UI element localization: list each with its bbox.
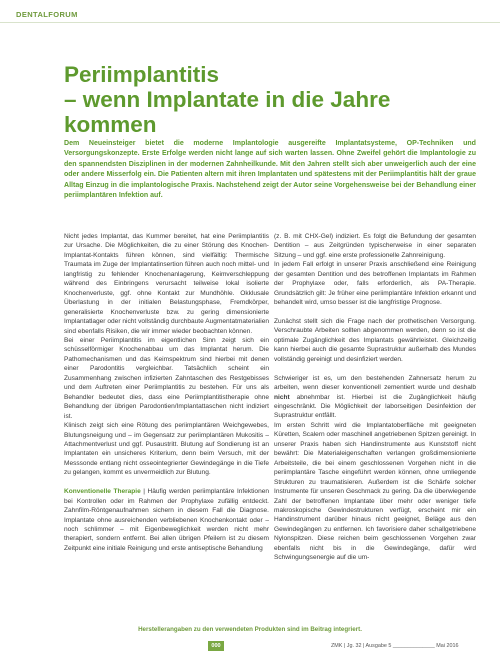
title-line-2: – wenn Implantate in die Jahre kommen [64,87,391,137]
header-rule [0,22,500,23]
right-paragraph: Im ersten Schritt wird die Implantatoberfläche mit geeigneten Küretten, Scalern oder maschinell angetriebenen Spitzen gereinigt. In unserer Praxis haben sich Handinstrumente aus Kunststoff nicht bewährt: Die Materialeigenschaften verlangen großdimensionierte Arbeitsteile, die bei einem geschlossenen Vorgehen nicht in die periimplantäre Tasche eingeführt werden können, ohne umliegende Strukturen zu traumatisieren. Außerdem ist die Schärfe solcher Instrumente für unseren Geschmack zu gering. Da die überwiegende Zahl der betroffenen Implantate über mehr oder weniger tiefe makroskopische Gewindestrukturen verfügt, erscheint mir ein Handinstrument darüber hinaus nicht geeignet, Beläge aus den Gewindegängen zu entfernen. Ich favorisiere daher schallgetriebene Nylonspitzen. Diese reichen beim geschlossenen Vorgehen zwar ebenfalls nicht bis in die Gewindegänge, dafür wird Schwingungsenergie auf die um- [274,421,476,562]
left-column [64,232,269,553]
article-title [64,62,464,137]
right-paragraph: Zunächst stellt sich die Frage nach der prothetischen Versorgung. Verschraubte Arbeiten sollten abgenommen werden, denn so ist die optimale Zugänglichkeit des Implantats gewährleistet. Gleichzeitig kann hierbei auch die gesamte Suprastruktur außerhalb des Mundes vollständig gereinigt und desinfiziert werden. [274,318,476,363]
left-paragraph-therapy [64,487,269,553]
section-label: DENTALFORUM [16,10,78,19]
right-paragraph [274,374,476,421]
right-paragraph: In jedem Fall erfolgt in unserer Praxis anschließend eine Reinigung der gesamten Dentition und des betroffenen Implantats im Rahmen der Prophylaxe oder, falls erforderlich, als PA-Therapie. Grundsätzlich gilt: Je früher eine periimplantäre Infektion erkannt und behandelt wird, umso besser ist die langfristige Prognose. [274,261,476,307]
right-text: abnehmbar ist. Hierbei ist die Zugänglichkeit häufig eingeschränkt. Die Möglichkeit der laborseitigen Desinfektion der Suprastruktur entfällt. [274,393,476,420]
article-lead: Dem Neueinsteiger bietet die moderne Implantologie ausgereifte Implantatsysteme, OP-Techniken und Versorgungskonzepte. Erste Erfolge werden nicht lange auf sich warten lassen. Ohne Zweifel gehört die Implantologie zu den spannendsten Disziplinen in der modernen Zahnheilkunde. Mit den Jahren stellt sich aber unweigerlich auch der eine oder andere Misserfolg ein. Die Patienten altern mit ihren Implantaten und spätestens mit der Periimplantitis hält der graue Alltag Einzug in die implantologische Praxis. Nachstehend zeigt der Autor seine Vorgehensweise bei der Behandlung einer periimplantären Infektion auf. [64,140,476,200]
section-keyword: Konventionelle Therapie [64,488,141,496]
right-paragraph: (z. B. mit CHX-Gel) indiziert. Es folgt die Befundung der gesamten Dentition – aus Zeitgründen typischerweise in einer separaten Sitzung – und ggf. eine erste professionelle Zahnreinigung. [274,233,476,259]
page-number-badge: 000 [208,641,224,651]
left-paragraph: Klinisch zeigt sich eine Rötung des periimplantären Weichgewebes, Blutungsneigung und – im Gegensatz zur periimplantären Mukositis – Attachmentverlust und ggf. Pusaustritt. Blutung auf Sondierung ist an Implantaten ein unsicheres Kriterium, denn beim Versuch, mit der Messsonde entlang nicht osseointegrierter Gewindegänge in die Tiefe zu gelangen, kommt es unvermeidlich zur Blutung. [64,422,269,477]
journal-meta: ZMK | Jg. 32 | Ausgabe 5 ______________ Mai 2016 [331,643,459,649]
footer-note: Herstellerangaben zu den verwendeten Produkten sind im Beitrag integriert. [138,626,362,633]
section-text: | Häufig werden periimplantäre Infektionen bei Kontrollen oder im Rahmen der Prophylaxe zufällig entdeckt. Zahnfilm-Röntgenaufnahmen sichern in diesem Fall die Diagnose. Implantate ohne ausreichenden verbliebenen Knochenkontakt oder – noch schlimmer – mit Eigenbeweglichkeit werden nicht mehr therapiert, sondern entfernt. Bei allen übrigen Pfeilern ist zu diesem Zeitpunkt eine initiale Reinigung und erste antiseptische Behandlung [64,488,269,552]
emphasis-text: nicht [274,393,290,401]
title-line-1: Periimplantitis [64,62,220,87]
left-paragraph: Bei einer Periimplantitis im eigentlichen Sinn zeigt sich ein schüsselförmiger Knochenabbau um das Implantat herum. Die Pathomechanismen und das Keimspektrum sind hierbei mit denen einer Parodontitis vergleichbar. Tatsächlich scheint ein Zusammenhang zwischen infizierten Zahntaschen des Restgebisses und dem Auftreten einer Periimplantitis zu bestehen. Für uns als Behandler bedeutet dies, dass eine Periimplantitistherapie ohne Behandlung der übrigen Parodontien/Implantattaschen nicht indiziert ist. [64,336,269,420]
right-column [274,232,476,563]
right-text: Schwieriger ist es, um den bestehenden Zahnersatz herum zu arbeiten, wenn dieser konventionell zementiert wurde und deshalb [274,374,476,392]
left-paragraph: Nicht jedes Implantat, das Kummer bereitet, hat eine Periimplantitis zur Ursache. Die Möglichkeiten, die zu einer Störung des Knochen-Implantat-Kontakts führen können, sind vielfältig: Thermische Traumata im Zuge der Implantatinsertion führen auch noch mittel- und langfristig zu fehlender Knochenanlagerung, Keimverschleppung während des Einbringens verursacht teilweise lokal isolierte Knochenverluste, ggf. ohne Kontakt zur Mundhöhle. Okklusale Überlastung in der initialen Belastungsphase, Fremdkörper, generalisierte Knochenverluste bzw. zu gering dimensionierte Implantatlager oder nicht vollständig durchbaute Augmentatmaterialien sind ebenfalls Risiken, die wir immer wieder beobachten können. [64,233,269,335]
